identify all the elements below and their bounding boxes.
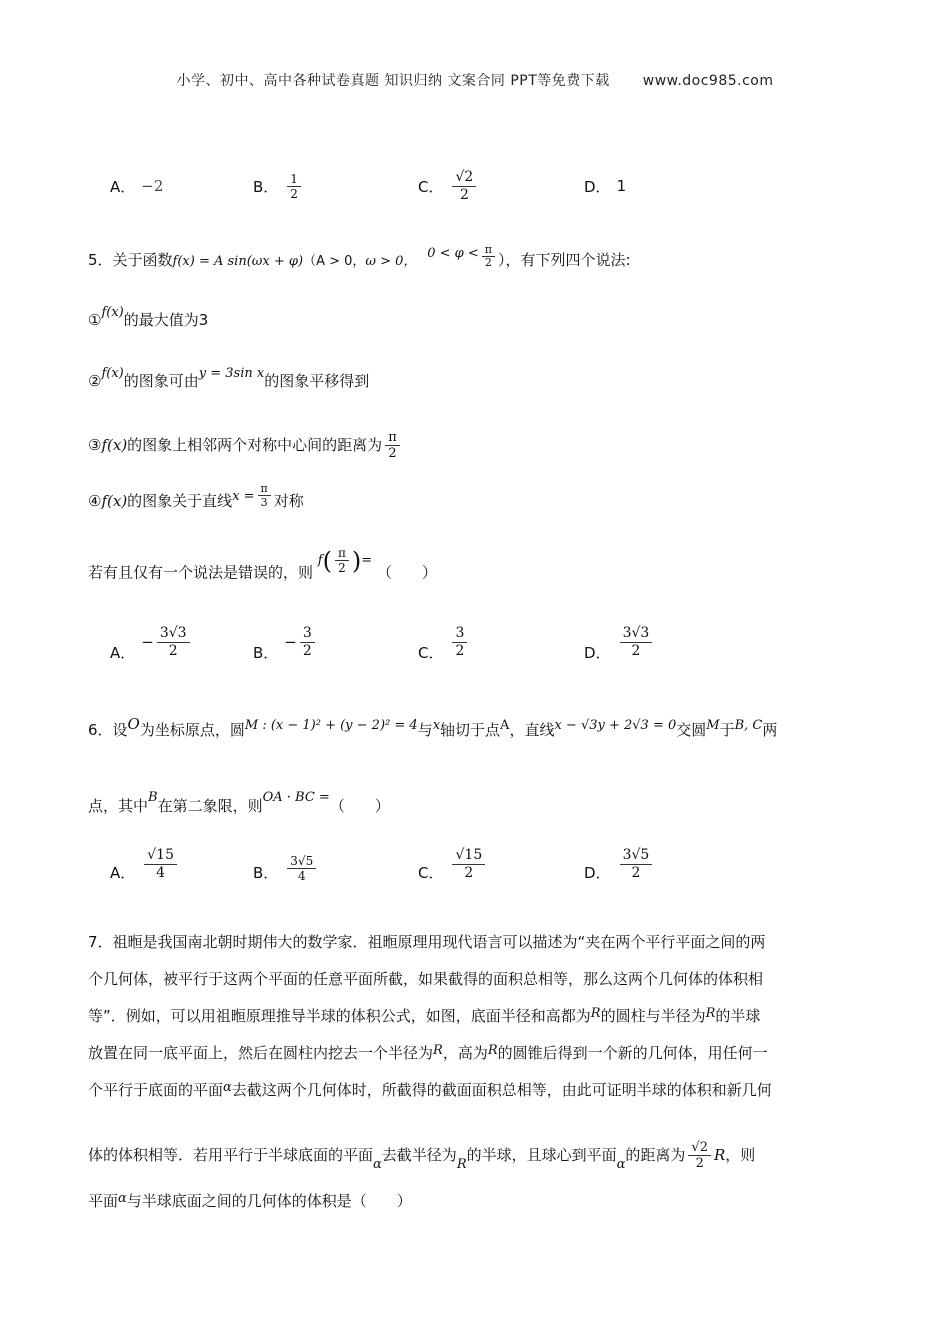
- statement-function: f(x): [101, 305, 124, 320]
- q5-option-b: [253, 626, 318, 678]
- q7-text: 平面: [88, 1192, 119, 1210]
- statement-marker: ③: [88, 436, 102, 454]
- q4-option-b: [253, 160, 304, 212]
- q7-distance-fraction: [688, 1140, 711, 1171]
- q7-plane-alpha: α: [118, 1191, 127, 1206]
- option-fraction: [287, 854, 316, 883]
- q5-cond-a: （A > 0，: [303, 254, 366, 269]
- statement-marker: ④: [88, 492, 102, 510]
- statement-text: 的图象平移得到: [264, 372, 370, 390]
- page-header: [0, 70, 950, 90]
- q7-line7: [88, 1190, 412, 1214]
- option-fraction: [144, 847, 177, 882]
- q6-text: 两: [762, 721, 778, 739]
- q6-option-c: [418, 846, 488, 898]
- option-label: D．: [584, 643, 611, 662]
- q7-radius-r: R: [433, 1043, 443, 1058]
- option-fraction: [452, 169, 476, 204]
- statement-function: f(x): [101, 366, 124, 381]
- q7-text: 放置在同一底平面上，然后在圆柱内挖去一个半径为: [88, 1044, 434, 1062]
- fraction-denominator: 4: [297, 868, 306, 883]
- q7-text: 的半球，且球心到平面: [466, 1146, 617, 1164]
- option-label: C．: [418, 177, 444, 196]
- left-paren: (: [322, 546, 332, 575]
- q7-text: ，则: [725, 1146, 756, 1164]
- question-expression: [318, 546, 372, 575]
- q7-text: 与半球底面之间的几何体的体积是（ ）: [126, 1192, 412, 1210]
- fraction-numerator: √2: [452, 169, 476, 187]
- q5-option-c: [418, 626, 470, 678]
- q7-plane-alpha: α: [616, 1157, 626, 1172]
- q6-point-a: A: [500, 718, 510, 733]
- fraction-denominator: 2: [631, 642, 641, 659]
- statement-text: 的图象上相邻两个对称中心间的距离为: [127, 436, 383, 454]
- option-label: C．: [418, 863, 444, 882]
- fraction-numerator: 3: [300, 625, 315, 643]
- statement-text: 的图象可由: [123, 372, 199, 390]
- header-text: 小学、初中、高中各种试卷真题 知识归纳 文案合同 PPT等免费下载: [176, 73, 610, 89]
- q6-option-b: [253, 846, 319, 898]
- q7-text: 去截半径为: [381, 1146, 457, 1164]
- fraction-denominator: 4: [156, 864, 166, 881]
- fraction-denominator: 3: [260, 496, 268, 509]
- q6-text: 于: [719, 721, 735, 739]
- q5-suffix: ），有下列四个说法:: [498, 251, 631, 269]
- q7-plane-alpha: α: [373, 1157, 382, 1172]
- fraction-denominator: 2: [695, 1156, 704, 1171]
- q5-cond-phi: 0 < φ <: [427, 246, 479, 261]
- q7-radius-r: R: [713, 1146, 726, 1164]
- q4-option-d: [584, 160, 626, 212]
- header-site: www.doc985.com: [642, 73, 774, 89]
- fraction-denominator: 2: [464, 864, 474, 881]
- option-sign: −: [141, 633, 154, 651]
- option-fraction: [157, 625, 190, 660]
- option-label: D．: [584, 863, 611, 882]
- statement-fraction: [258, 482, 271, 509]
- option-label: D．: [584, 177, 611, 196]
- q5-question: [88, 546, 437, 589]
- q7-line5: [88, 1079, 772, 1103]
- q7-plane-alpha: α: [223, 1080, 232, 1095]
- fraction-denominator: 2: [459, 186, 469, 203]
- q6-text: 交圆: [676, 721, 707, 739]
- option-value: −2: [141, 177, 164, 195]
- fraction-denominator: 2: [290, 186, 298, 201]
- option-label: B．: [253, 863, 279, 882]
- fraction-numerator: 3: [452, 625, 467, 643]
- fraction-numerator: √15: [452, 847, 485, 865]
- option-label: B．: [253, 643, 279, 662]
- q6-text: 点，其中: [88, 797, 149, 815]
- expression-f: f: [317, 552, 323, 568]
- q7-text: 的距离为: [625, 1146, 686, 1164]
- q7-radius-r: R: [705, 1006, 716, 1021]
- q7-line4: [88, 1042, 768, 1066]
- q5-cond-frac: [482, 244, 495, 269]
- option-fraction: [452, 625, 467, 660]
- q6-origin: O: [127, 715, 140, 733]
- q7-text: 的半球: [715, 1007, 761, 1025]
- expression-equals: =: [361, 552, 373, 568]
- fraction-denominator: 2: [484, 256, 492, 269]
- q6-x: x: [432, 718, 441, 733]
- q5-option-a: [110, 626, 193, 678]
- fraction-numerator: 3√3: [157, 625, 190, 643]
- statement-equation: y = 3sin x: [198, 366, 265, 381]
- right-paren: ): [351, 546, 362, 575]
- option-label: A．: [110, 177, 136, 196]
- fraction-numerator: π: [385, 430, 400, 446]
- fraction-numerator: π: [482, 244, 495, 257]
- option-fraction: [620, 625, 653, 660]
- option-value: 1: [616, 177, 627, 195]
- q6-text: 与: [417, 721, 433, 739]
- q6-text: 6．设: [88, 721, 128, 739]
- q5-options: [110, 626, 830, 678]
- q5-statement-3: [88, 430, 403, 461]
- fraction-denominator: 2: [631, 864, 641, 881]
- q6-line-equation: x − √3y + 2√3 = 0: [554, 718, 677, 733]
- statement-text: 的图象关于直线: [127, 492, 233, 510]
- q5-stem: [88, 243, 631, 273]
- q7-radius-r: R: [590, 1006, 601, 1021]
- expression-fraction: [335, 546, 349, 575]
- fraction-denominator: 2: [455, 642, 465, 659]
- option-label: C．: [418, 643, 444, 662]
- q5-statement-1: [88, 305, 209, 333]
- q6-options: [110, 846, 830, 898]
- fraction-numerator: 1: [287, 172, 301, 187]
- q4-option-a: [110, 160, 163, 212]
- option-label: B．: [253, 177, 279, 196]
- q5-statement-2: [88, 366, 370, 394]
- statement-marker: ②: [88, 372, 102, 390]
- statement-text: 的最大值为3: [123, 311, 209, 329]
- fraction-denominator: 2: [338, 561, 346, 575]
- statement-marker: ①: [88, 311, 102, 329]
- q6-text: 在第二象限，则: [157, 797, 263, 815]
- q6-text: ，直线: [509, 721, 555, 739]
- option-fraction: [620, 847, 653, 882]
- q6-option-d: [584, 846, 655, 898]
- option-fraction: [300, 625, 315, 660]
- q7-radius-r: R: [487, 1043, 498, 1058]
- fraction-denominator: 2: [388, 446, 397, 461]
- statement-function: f(x): [101, 436, 128, 454]
- option-label: A．: [110, 863, 136, 882]
- q6-dot-product: OA · BC =: [262, 790, 330, 805]
- q7-radius-r: R: [456, 1157, 467, 1172]
- fraction-numerator: π: [258, 482, 271, 496]
- q5-option-d: [584, 626, 655, 678]
- answer-paren: （ ）: [329, 797, 390, 815]
- q7-text: 等”．例如，可以用祖暅原理推导半球的体积公式，如图，底面半径和高都为: [88, 1007, 591, 1025]
- q6-points-bc: B, C: [734, 718, 763, 733]
- fraction-numerator: π: [335, 546, 349, 561]
- question-text: 若有且仅有一个说法是错误的，则: [88, 563, 314, 582]
- fraction-numerator: √15: [144, 847, 177, 865]
- fraction-numerator: √2: [688, 1140, 711, 1156]
- option-fraction: [287, 172, 301, 201]
- statement-text: 对称: [273, 492, 304, 510]
- statement-function: f(x): [101, 492, 128, 510]
- q7-line2: 个几何体，被平行于这两个平面的任意平面所截，如果截得的面积总相等，那么这两个几何体的体积相: [88, 970, 764, 988]
- q6-option-a: [110, 846, 180, 898]
- q6-text: 为坐标原点，圆: [139, 721, 245, 739]
- q6-stem-line2: [88, 790, 390, 819]
- q7-text: 个平行于底面的平面: [88, 1081, 224, 1099]
- q7-text: ，高为: [442, 1044, 488, 1062]
- q7-line3: [88, 1005, 760, 1029]
- fraction-numerator: 3√5: [620, 847, 653, 865]
- q7-line1: 7．祖暅是我国南北朝时期伟大的数学家．祖暅原理用现代语言可以描述为“夹在两个平行平面之间的两: [88, 933, 766, 951]
- option-label: A．: [110, 643, 136, 662]
- q5-function: f(x) = A sin(ωx + φ): [172, 254, 304, 269]
- q5-prefix: 5．关于函数: [88, 251, 173, 269]
- q5-cond-omega: ω > 0，: [365, 254, 417, 269]
- q6-circle-equation: M : (x − 1)² + (y − 2)² = 4: [244, 718, 418, 733]
- option-sign: −: [284, 633, 297, 651]
- q7-text: 去截这两个几何体时，所截得的截面面积总相等，由此可证明半球的体积和新几何: [231, 1081, 772, 1099]
- q6-point-b: B: [148, 790, 158, 805]
- fraction-denominator: 2: [302, 642, 312, 659]
- q4-option-c: [418, 160, 479, 212]
- q4-options: [110, 160, 830, 212]
- fraction-denominator: 2: [168, 642, 178, 659]
- q6-stem-line1: [88, 715, 778, 743]
- fraction-numerator: 3√5: [287, 854, 316, 869]
- q7-line6: [88, 1140, 755, 1171]
- statement-equation: x =: [232, 489, 255, 504]
- q6-circle-m: M: [706, 718, 720, 733]
- fraction-numerator: 3√3: [620, 625, 653, 643]
- statement-fraction: [385, 430, 400, 461]
- q6-text: 轴切于点: [440, 721, 501, 739]
- q7-text: 体的体积相等．若用平行于半球底面的平面: [88, 1146, 374, 1164]
- option-fraction: [452, 847, 485, 882]
- q7-text: 的圆柱与半径为: [600, 1007, 706, 1025]
- q5-statement-4: [88, 482, 304, 515]
- answer-paren: （ ）: [376, 563, 437, 582]
- q7-text: 的圆锥后得到一个新的几何体，用任何一: [497, 1044, 768, 1062]
